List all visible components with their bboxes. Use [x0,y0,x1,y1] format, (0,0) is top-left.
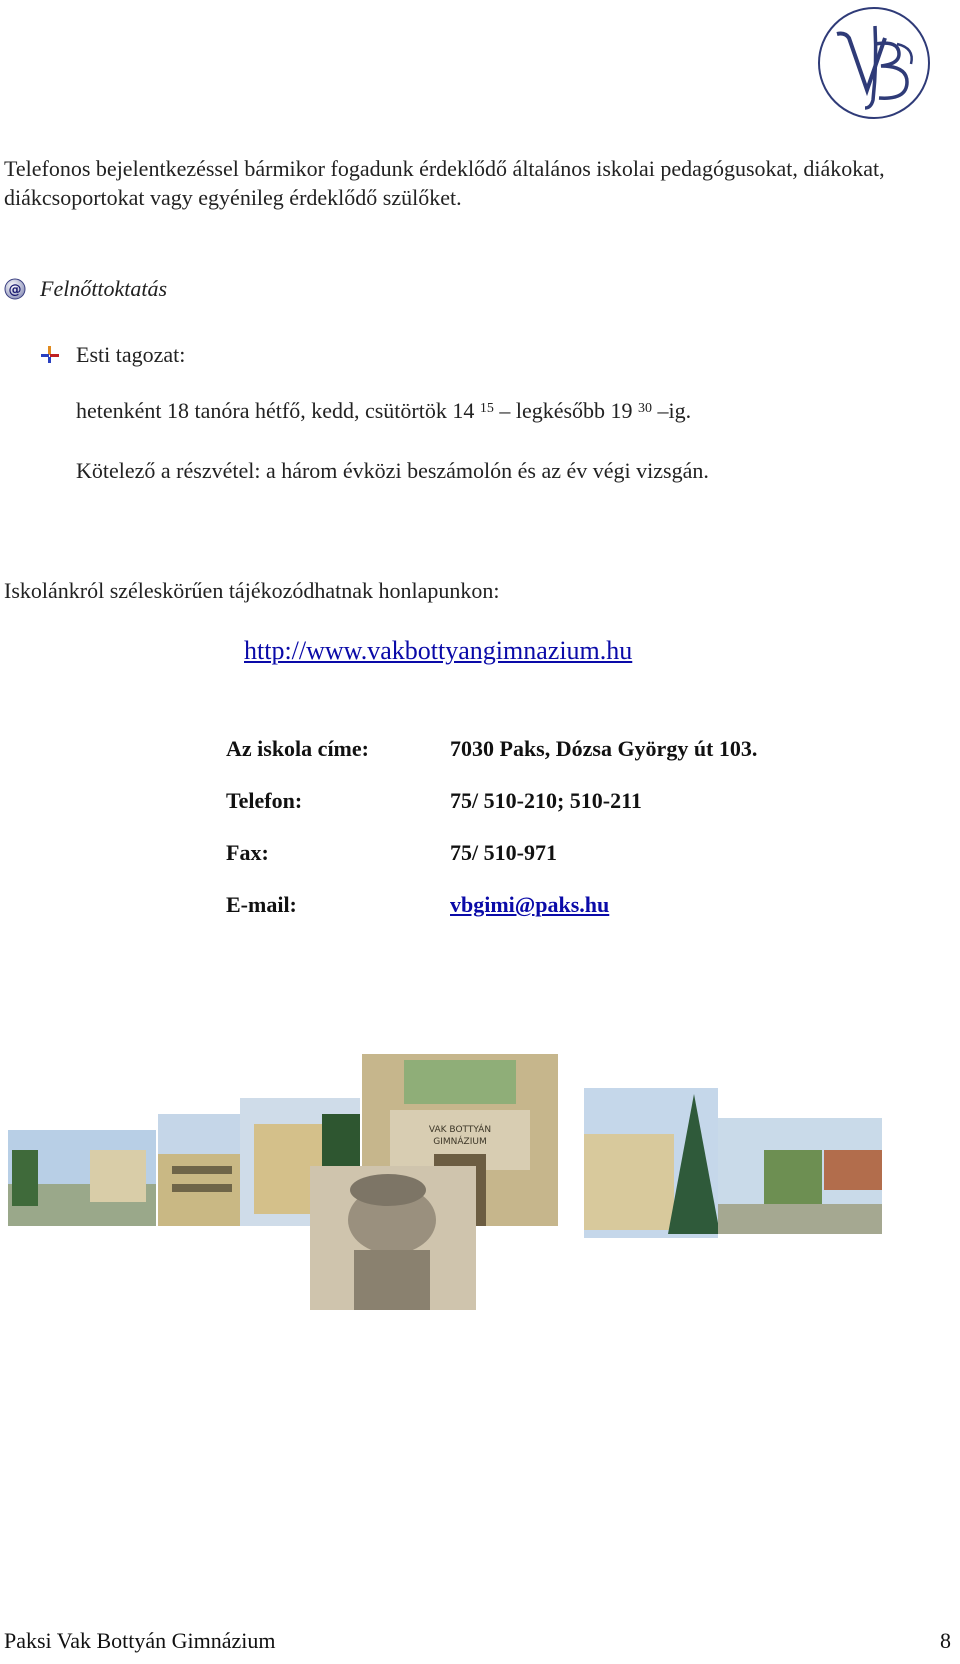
schedule-prefix: hetenként 18 tanóra hétfő, kedd, csütörtök 14 [76,398,475,423]
schedule-line [76,398,691,424]
info-text: Iskolánkról széleskörűen tájékozódhatnak honlapunkon: [4,578,500,603]
at-sign-icon [4,278,26,300]
intro-paragraph: Telefonos bejelentkezéssel bármikor fogadunk érdeklődő általános iskolai pedagógusokat, diákokat, diákcsoportokat vagy egyénileg érdeklődő szülőket. [4,156,885,210]
phone-row [226,788,757,840]
photo-panel-right-1 [584,1088,720,1238]
schedule-suffix: –ig. [652,398,692,423]
address-label: Az iskola címe: [226,736,369,761]
address-value: 7030 Paks, Dózsa György út 103. [450,736,758,761]
website-link[interactable]: http://www.vakbottyangimnazium.hu [244,636,633,665]
school-logo [815,4,933,122]
bullet-label: Esti tagozat: [76,342,186,367]
phone-value: 75/ 510-210; 510-211 [450,788,642,813]
schedule-middle: – legkésőbb 19 [493,398,633,423]
photo-panel-right-2 [718,1118,882,1234]
email-row [226,892,757,944]
schedule-end-minutes: 30 [638,401,653,416]
photo-panel-2 [158,1114,244,1226]
requirement-text: Kötelező a részvétel: a három évközi beszámolón és az év végi vizsgán. [76,458,709,483]
address-row [226,736,757,788]
sign-line-1: VAK BOTTYÁN [428,1125,492,1135]
photo-panel-statue [310,1166,476,1310]
email-label: E-mail: [226,892,297,917]
section-heading [4,276,167,302]
bullet-heading [40,342,185,368]
email-link[interactable]: vbgimi@paks.hu [450,892,610,917]
section-title: Felnőttoktatás [40,276,168,301]
page-number: 8 [940,1628,951,1653]
schedule-start-minutes: 15 [479,401,494,416]
sign-line-2: GIMNÁZIUM [433,1137,487,1147]
school-photo-collage [4,1054,928,1334]
svg-text:@: @ [8,282,22,298]
fax-value: 75/ 510-971 [450,840,557,865]
phone-label: Telefon: [226,788,303,813]
fax-row [226,840,757,892]
bullet-diamond-icon [40,345,60,365]
contact-table [226,736,757,944]
photo-panel-left [8,1130,156,1226]
footer-title: Paksi Vak Bottyán Gimnázium [4,1628,276,1653]
fax-label: Fax: [226,840,269,865]
